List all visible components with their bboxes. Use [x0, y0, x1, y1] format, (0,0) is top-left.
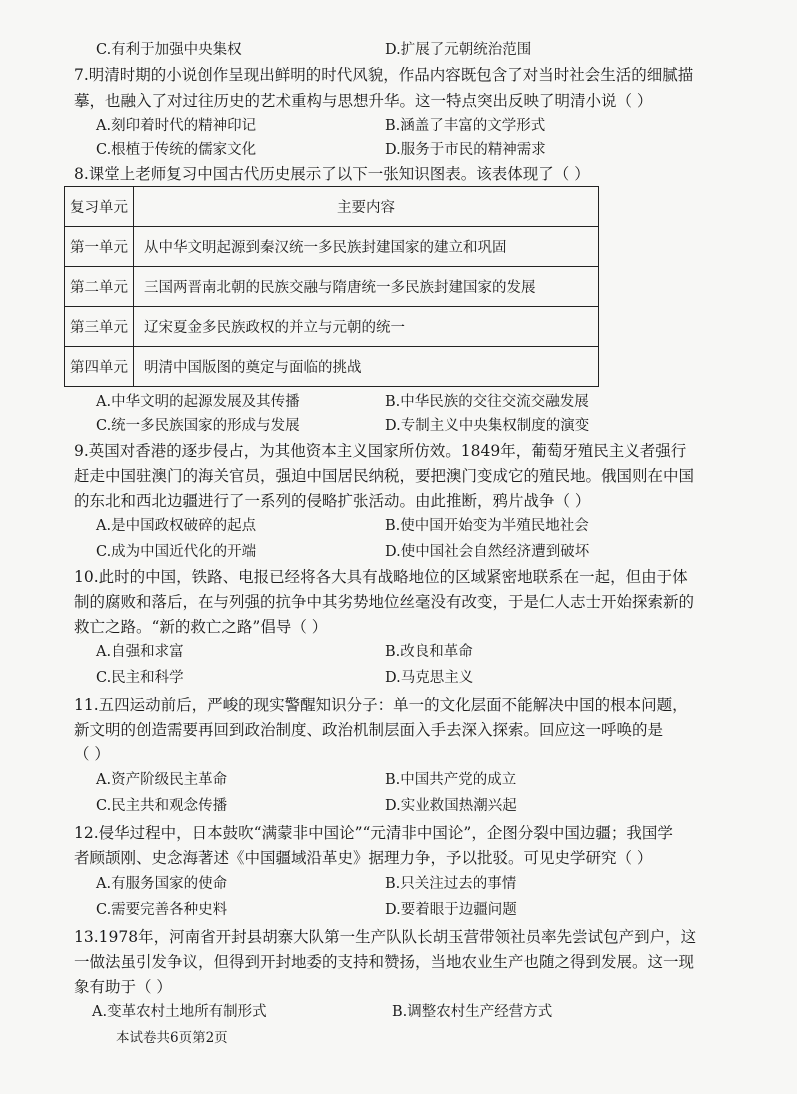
- q10-option-d: D.马克思主义: [385, 670, 474, 686]
- table-row: [65, 307, 599, 347]
- q11-stem-line1: 11.五四运动前后，严峻的现实警醒知识分子：单一的文化层面不能解决中国的根本问题，: [74, 696, 688, 714]
- table-cell-content: 明清中国版图的奠定与面临的挑战: [134, 347, 599, 387]
- q12-option-a: A.有服务国家的使命: [96, 876, 228, 892]
- q13-stem-line2: 一做法虽引发争议，但得到开封地委的支持和赞扬，当地农业生产也随之得到发展。这一现: [74, 953, 695, 971]
- q9-stem-line2: 赶走中国驻澳门的海关官员，强迫中国居民纳税，要把澳门变成它的殖民地。俄国则在中国: [74, 467, 695, 485]
- q9-option-c: C.成为中国近代化的开端: [96, 544, 257, 560]
- q6-option-d: D.扩展了元朝统治范围: [385, 42, 532, 58]
- table-row: [65, 267, 599, 307]
- q8-option-a: A.中华文明的起源发展及其传播: [96, 394, 300, 410]
- table-row: [65, 227, 599, 267]
- q12-option-c: C.需要完善各种史料: [96, 902, 228, 918]
- table-cell-unit: 第三单元: [65, 307, 134, 347]
- q9-stem-line1: 9.英国对香港的逐步侵占，为其他资本主义国家所仿效。1849年，葡萄牙殖民主义者强行: [74, 442, 687, 460]
- q7-stem-line1: 7.明清时期的小说创作呈现出鲜明的时代风貌，作品内容既包含了对当时社会生活的细腻描: [74, 66, 694, 84]
- q12-stem-line2: 者顾颉刚、史念海著述《中国疆域沿革史》据理力争，予以批驳。可见史学研究（ ）: [74, 849, 653, 867]
- q13-option-b: B.调整农村生产经营方式: [392, 1004, 553, 1020]
- q8-option-d: D.专制主义中央集权制度的演变: [385, 418, 590, 434]
- q7-option-a: A.刻印着时代的精神印记: [96, 118, 257, 134]
- q10-option-b: B.改良和革命: [385, 644, 473, 660]
- q11-option-c: C.民主共和观念传播: [96, 798, 228, 814]
- q9-option-a: A.是中国政权破碎的起点: [96, 518, 257, 534]
- q6-option-c: C.有利于加强中央集权: [96, 42, 242, 58]
- q10-stem-line3: 救亡之路。“新的救亡之路”倡导（ ）: [74, 618, 328, 636]
- q10-stem-line1: 10.此时的中国，铁路、电报已经将各大具有战略地位的区域紧密地联系在一起，但由于体: [74, 568, 688, 586]
- q13-option-a: A.变革农村土地所有制形式: [92, 1004, 267, 1020]
- q7-stem-line2: 摹，也融入了对过往历史的艺术重构与思想升华。这一特点突出反映了明清小说（ ）: [74, 92, 653, 110]
- page-footer: 本试卷共6页第2页: [116, 1030, 228, 1046]
- q9-option-b: B.使中国开始变为半殖民地社会: [385, 518, 589, 534]
- q10-stem-line2: 制的腐败和落后，在与列强的抗争中其劣势地位丝毫没有改变，于是仁人志士开始探索新的: [74, 593, 695, 611]
- q12-option-d: D.要着眼于边疆问题: [385, 902, 517, 918]
- q12-option-b: B.只关注过去的事情: [385, 876, 517, 892]
- q8-stem: 8.课堂上老师复习中国古代历史展示了以下一张知识图表。该表体现了（ ）: [74, 165, 590, 183]
- q11-option-a: A.资产阶级民主革命: [96, 772, 228, 788]
- q9-option-d: D.使中国社会自然经济遭到破坏: [385, 544, 590, 560]
- table-header-unit: 复习单元: [65, 187, 134, 227]
- table-cell-unit: 第二单元: [65, 267, 134, 307]
- q9-stem-line3: 的东北和西北边疆进行了一系列的侵略扩张活动。由此推断，鸦片战争（ ）: [74, 492, 591, 510]
- q11-option-b: B.中国共产党的成立: [385, 772, 517, 788]
- table-cell-unit: 第一单元: [65, 227, 134, 267]
- q8-option-c: C.统一多民族国家的形成与发展: [96, 418, 300, 434]
- table-cell-content: 三国两晋南北朝的民族交融与隋唐统一多民族封建国家的发展: [134, 267, 599, 307]
- q7-option-c: C.根植于传统的儒家文化: [96, 142, 257, 158]
- q7-option-b: B.涵盖了丰富的文学形式: [385, 118, 546, 134]
- knowledge-table: [64, 186, 599, 387]
- table-cell-content: 从中华文明起源到秦汉统一多民族封建国家的建立和巩固: [134, 227, 599, 267]
- table-row: [65, 347, 599, 387]
- q13-stem-line3: 象有助于（ ）: [74, 978, 172, 996]
- table-header-content: 主要内容: [134, 187, 599, 227]
- q10-option-c: C.民主和科学: [96, 670, 184, 686]
- table-cell-content: 辽宋夏金多民族政权的并立与元朝的统一: [134, 307, 599, 347]
- q13-stem-line1: 13.1978年，河南省开封县胡寨大队第一生产队队长胡玉营带领社员率先尝试包产到户，这: [74, 928, 697, 946]
- table-cell-unit: 第四单元: [65, 347, 134, 387]
- q12-stem-line1: 12.侵华过程中，日本鼓吹“满蒙非中国论”“元清非中国论”，企图分裂中国边疆；我国学: [74, 824, 673, 842]
- q11-stem-line2: 新文明的创造需要再回到政治制度、政治机制层面入手去深入探索。回应这一呼唤的是: [74, 721, 664, 739]
- q11-stem-line3: （ ）: [74, 745, 110, 763]
- q10-option-a: A.自强和求富: [96, 644, 184, 660]
- q8-option-b: B.中华民族的交往交流交融发展: [385, 394, 589, 410]
- q7-option-d: D.服务于市民的精神需求: [385, 142, 546, 158]
- q11-option-d: D.实业救国热潮兴起: [385, 798, 517, 814]
- table-header-row: [65, 187, 599, 227]
